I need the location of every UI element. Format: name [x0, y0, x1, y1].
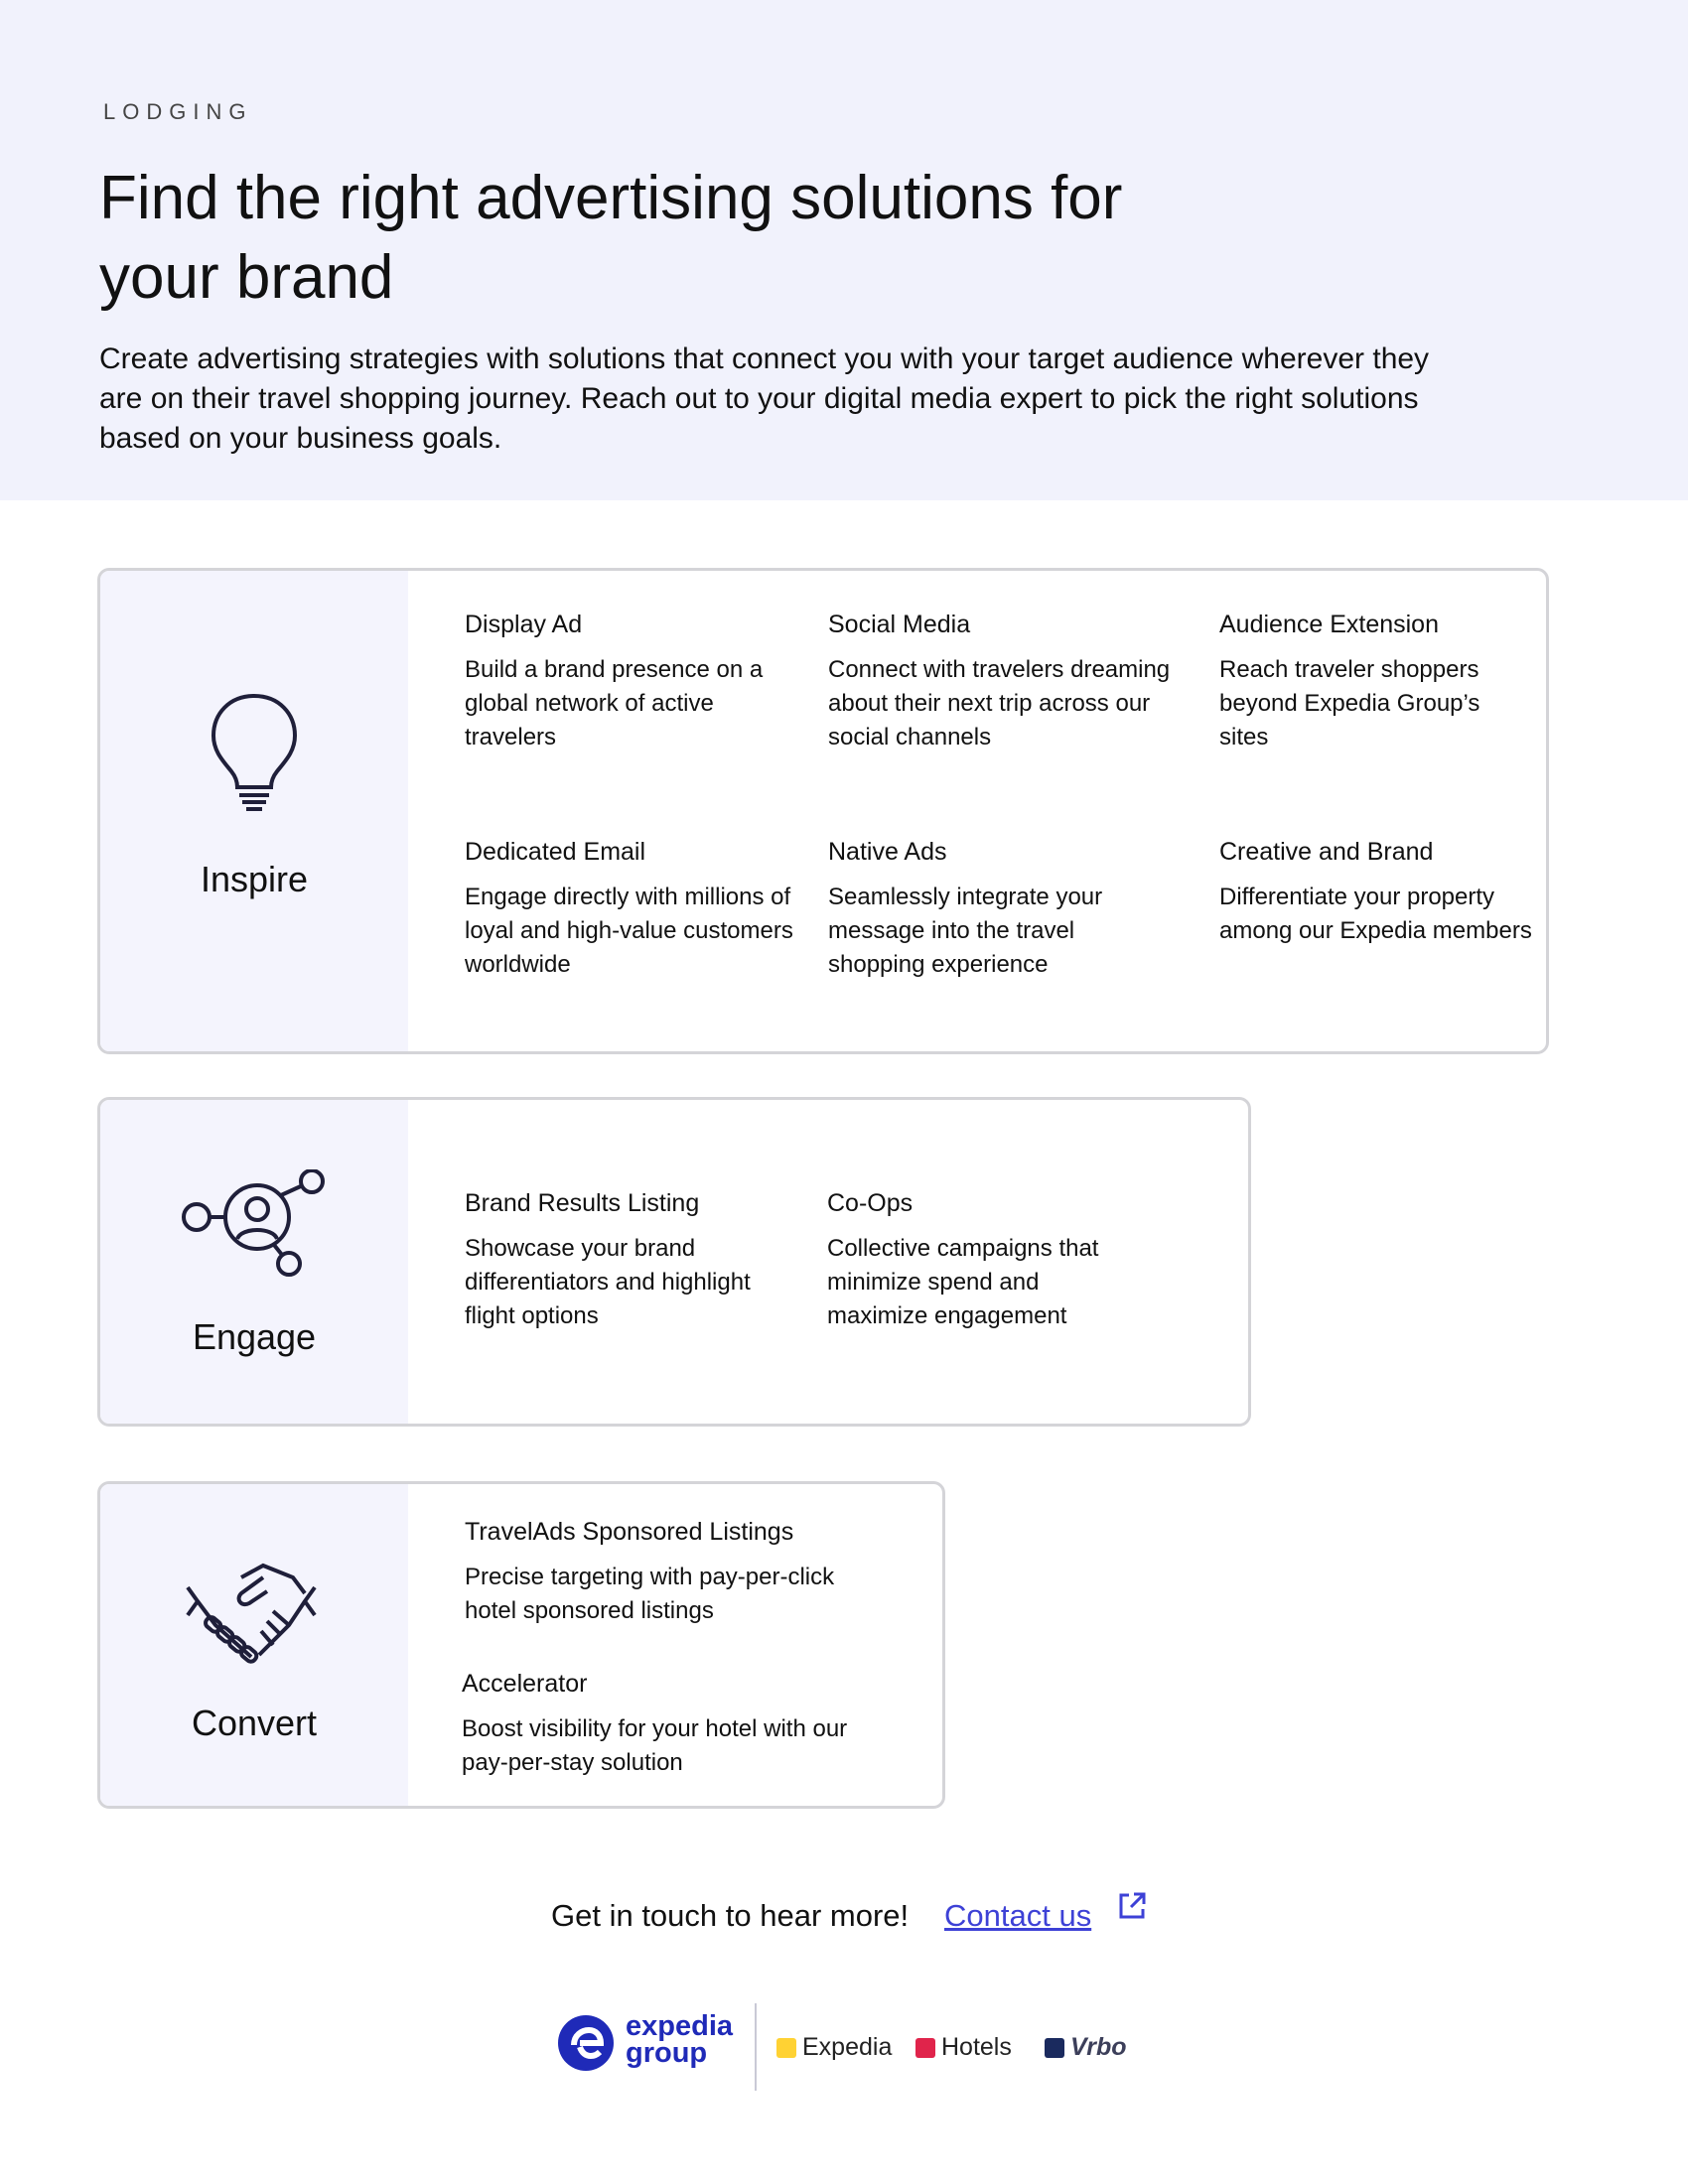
solution-desc: Build a brand presence on a global network of active travelers: [465, 656, 764, 751]
page-title: Find the right advertising solutions for your brand: [99, 164, 1123, 312]
solution-title: Native Ads: [828, 838, 947, 866]
solution-desc: Differentiate your property among our Expedia members: [1219, 884, 1532, 944]
expedia-group-wordmark: [626, 2010, 733, 2069]
solution-item: [828, 838, 1186, 982]
solution-desc: Boost visibility for your hotel with our pay-per-stay solution: [462, 1715, 848, 1776]
contact-us-link[interactable]: Contact us: [944, 1898, 1092, 1933]
engage-side-panel: [100, 1100, 408, 1424]
convert-label: Convert: [191, 1703, 318, 1743]
handshake-icon: [182, 1560, 321, 1669]
solution-title: Display Ad: [465, 611, 583, 638]
brand-hotels-label: Hotels: [941, 2033, 1012, 2061]
solution-desc: Showcase your brand differentiators and highlight flight options: [465, 1235, 751, 1329]
inspire-side-panel: [100, 571, 408, 1051]
hotels-logo-icon: [915, 2038, 935, 2058]
brand-vrbo: [1045, 2033, 1127, 2062]
contact-cta: [0, 1898, 1688, 1948]
solution-desc: Reach traveler shoppers beyond Expedia Group’s sites: [1219, 656, 1480, 751]
logo-divider: [755, 2003, 757, 2091]
brand-expedia: [776, 2033, 892, 2062]
solution-desc: Seamlessly integrate your message into the travel shopping experience: [828, 884, 1103, 978]
solution-desc: Connect with travelers dreaming about their next trip across our social channels: [828, 656, 1171, 751]
network-user-icon: [180, 1169, 329, 1279]
external-link-icon[interactable]: [1116, 1890, 1148, 1922]
solution-title: TravelAds Sponsored Listings: [465, 1518, 794, 1546]
wordmark-line2: group: [626, 2037, 708, 2069]
solution-title: Creative and Brand: [1219, 838, 1434, 866]
lightbulb-icon: [208, 692, 301, 811]
hero-banner: [0, 0, 1688, 500]
solution-title: Brand Results Listing: [465, 1189, 700, 1217]
solution-item: [465, 838, 822, 982]
convert-side-panel: [100, 1484, 408, 1806]
solution-title: Audience Extension: [1219, 611, 1439, 638]
cta-text: Get in touch to hear more!: [551, 1898, 910, 1933]
solution-title: Co-Ops: [827, 1189, 914, 1217]
vrbo-logo-icon: [1045, 2038, 1064, 2058]
eyebrow-label: LODGING: [103, 99, 253, 124]
solution-item: [827, 1189, 1185, 1333]
solution-desc: Precise targeting with pay-per-click hotel sponsored listings: [465, 1564, 835, 1624]
inspire-card: [97, 568, 1549, 1054]
expedia-group-logo-icon: [556, 2013, 616, 2073]
solution-title: Social Media: [828, 611, 971, 638]
solution-item: [828, 611, 1186, 754]
solution-item: [465, 611, 822, 754]
solution-item: [462, 1670, 879, 1780]
brand-vrbo-label: Vrbo: [1070, 2033, 1127, 2061]
wordmark-line1: expedia: [626, 2010, 733, 2042]
solution-desc: Collective campaigns that minimize spend and maximize engagement: [827, 1235, 1099, 1329]
solution-item: [465, 1189, 822, 1333]
engage-label: Engage: [192, 1316, 317, 1357]
solution-item: [1219, 838, 1549, 948]
engage-card: [97, 1097, 1251, 1427]
solution-desc: Engage directly with millions of loyal and high-value customers worldwide: [465, 884, 793, 978]
inspire-label: Inspire: [200, 859, 309, 899]
brand-expedia-label: Expedia: [802, 2033, 893, 2061]
brand-hotels: [915, 2033, 1012, 2062]
expedia-arrow-icon: [776, 2038, 796, 2058]
convert-card: [97, 1481, 945, 1809]
solution-item: [465, 1518, 882, 1628]
solution-title: Accelerator: [462, 1670, 588, 1698]
intro-paragraph: Create advertising strategies with solutions that connect you with your target audience wherever they are on their travel shopping journey. Reach out to your digital media expert to pick the right solutions based on your business goals.: [99, 342, 1430, 455]
solution-item: [1219, 611, 1549, 754]
footer-logos: [0, 1995, 1688, 2095]
solution-title: Dedicated Email: [465, 838, 646, 866]
